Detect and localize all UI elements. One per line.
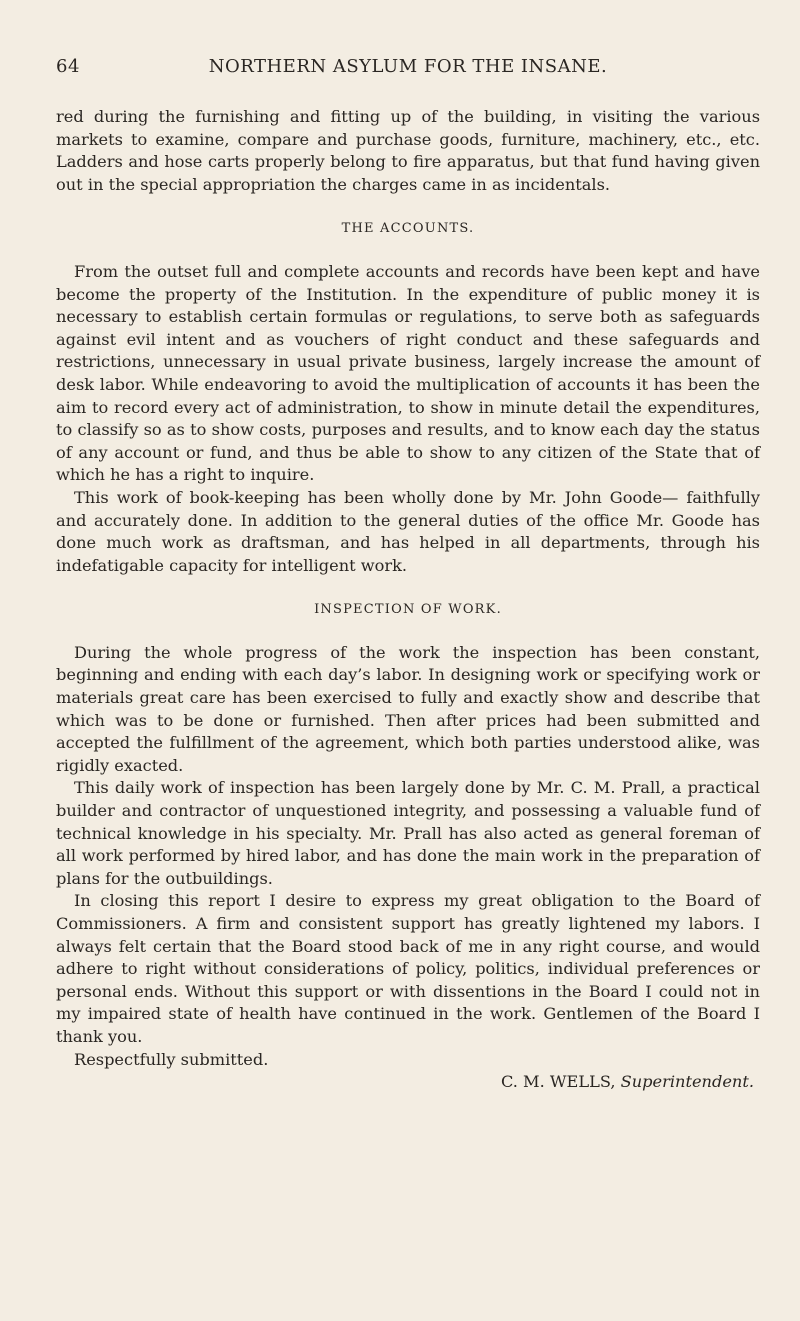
accounts-paragraph-2: This work of book-keeping has been wholly done by Mr. John Goode— faithfully and accurately done. In addition to the general duties of the office Mr. Goode has done much work as draftsman, and has helped in all departments, through his indefatigable capacity for intelligent work. xyxy=(56,487,760,575)
inspection-paragraph-2: This daily work of inspection has been largely done by Mr. C. M. Prall, a practical builder and contractor of unquestioned integrity, and possessing a valuable fund of technical knowledge in his specialty. Mr. Prall has also acted as general foreman of all work performed by hired labor, and has done the main work in the preparation of plans for the outbuildings. xyxy=(56,778,760,888)
running-title: NORTHERN ASYLUM FOR THE INSANE. xyxy=(208,56,608,77)
running-head xyxy=(56,56,760,80)
closing-line: Respectfully submitted. xyxy=(74,1049,269,1069)
signature-title: Superintendent. xyxy=(620,1072,754,1092)
section-heading-accounts: THE ACCOUNTS. xyxy=(341,221,475,237)
signature xyxy=(56,1071,760,1094)
continued-paragraph: red during the furnishing and fitting up of the building, in visiting the various markets to examine, compare and purchase goods, furniture, machinery, etc., etc. Ladders and hose carts properly belong to fire apparatus, but that fund having given out in the special appropriation the charges came in as incidentals. xyxy=(56,107,760,194)
body-text xyxy=(56,106,760,1094)
section-heading-inspection: INSPECTION OF WORK. xyxy=(314,602,502,618)
accounts-paragraph-1: From the outset full and complete accounts and records have been kept and have become the property of the Institution. In the expenditure of public money it is necessary to establish certain formulas or regulations, to serve both as safeguards against evil intent and as vouchers of right conduct and these safeguards and restrictions, unnecessary in usual private business, largely increase the amount of desk labor. While endeavoring to avoid the multiplication of accounts it has been the aim to record every act of administration, to show in minute detail the expenditures, to classify so as to show costs, purposes and results, and to know each day the status of any account or fund, and thus be able to show to any citizen of the State that of which he has a right to inquire. xyxy=(56,261,760,485)
inspection-paragraph-3: In closing this report I desire to express my great obligation to the Board of Commissioners. A firm and consistent support has greatly lightened my labors. I always felt certain that the Board stood back of me in any right course, and would adhere to right without considerations of policy, politics, individual preferences or personal ends. Without this support or with dissentions in the Board I could not in my impaired state of health have continued in the work. Gentlemen of the Board I thank you. xyxy=(56,891,760,1046)
signature-name: C. M. WELLS, xyxy=(500,1072,616,1092)
inspection-paragraph-1: During the whole progress of the work the inspection has been constant, beginning and ending with each day’s labor. In designing work or specifying work or materials great care has been exercised to fully and exactly show and describe that which was to be done or furnished. Then after prices had been submitted and accepted the fulfillment of the agreement, which both parties understood alike, was rigidly exacted. xyxy=(56,642,760,775)
page-number: 64 xyxy=(56,56,80,77)
